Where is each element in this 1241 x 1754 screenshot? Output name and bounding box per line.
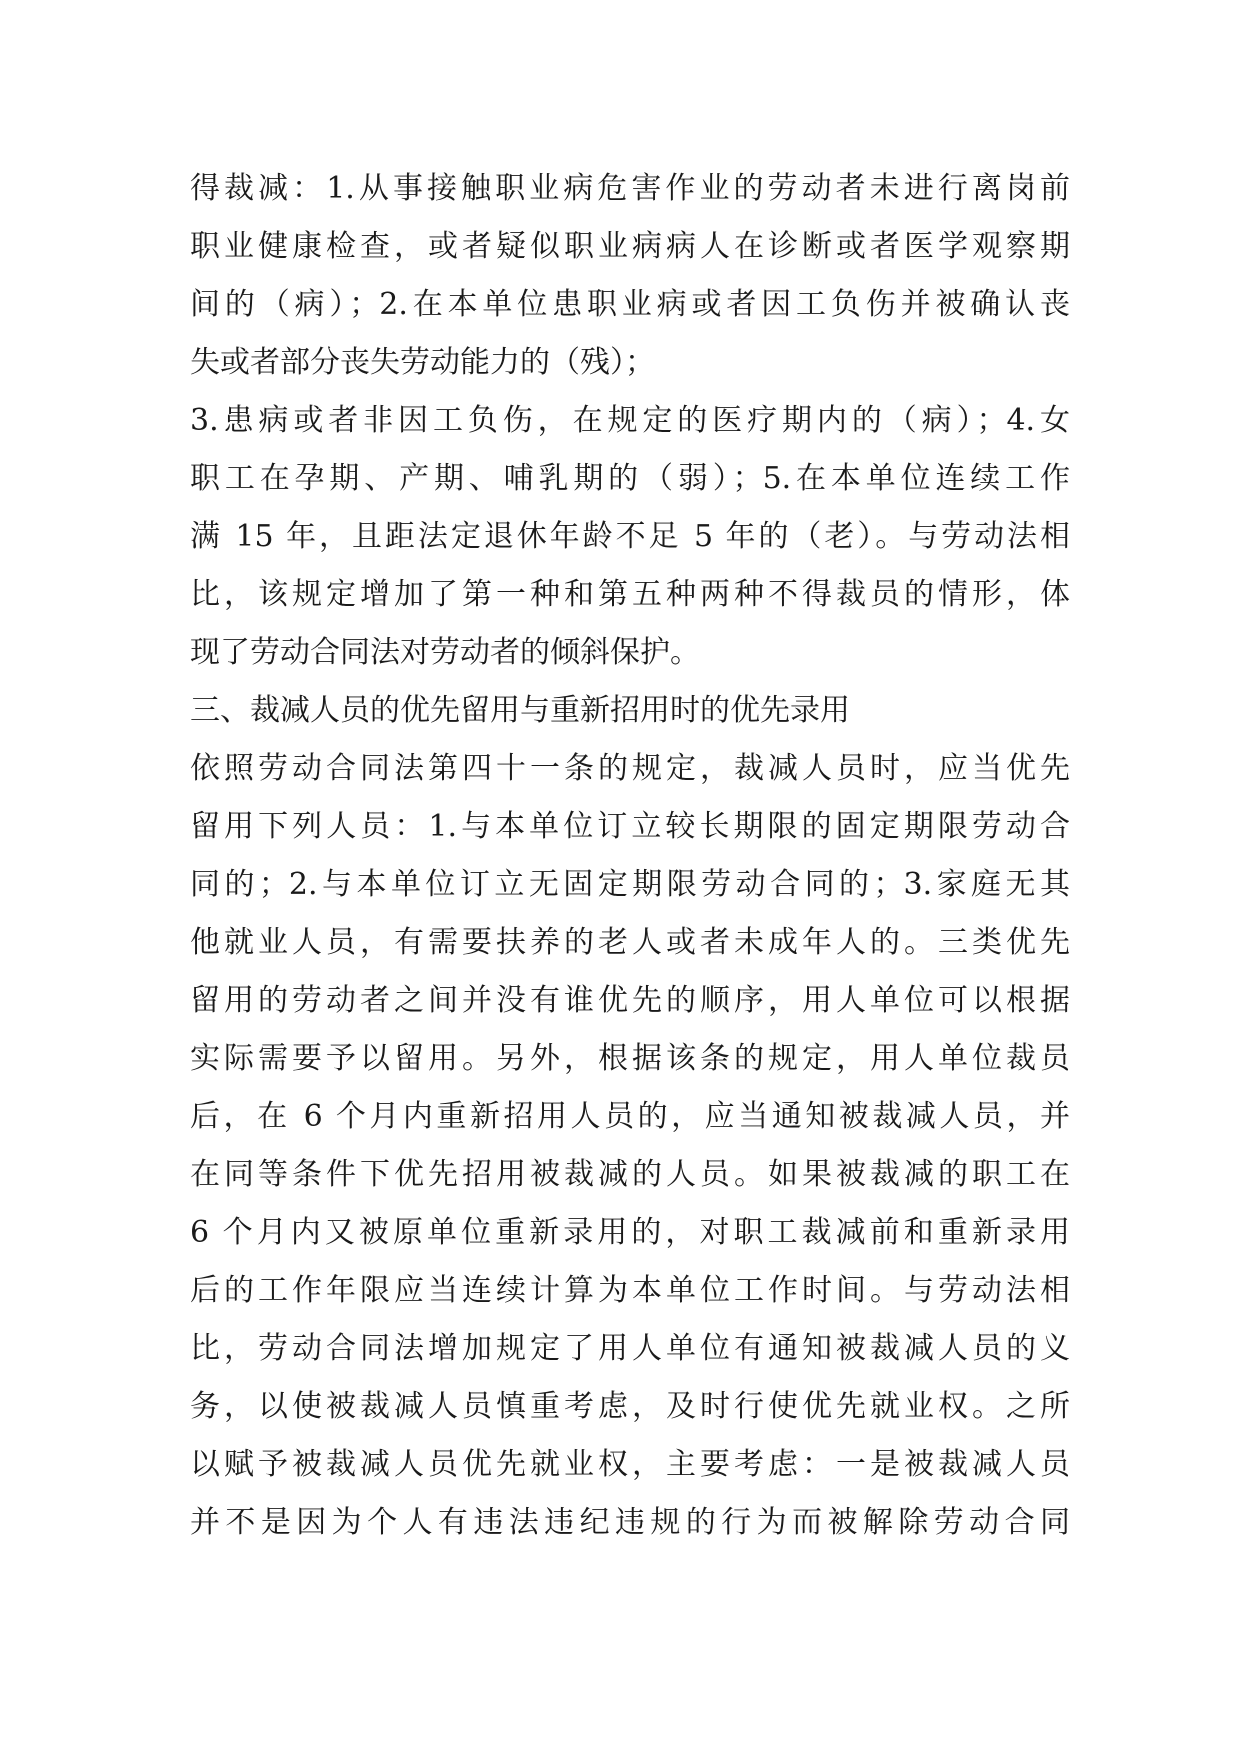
text-line-18: 在同等条件下优先招用被裁减的人员。如果被裁减的职工在 <box>190 1157 1070 1192</box>
text-line-13: 同的；2.与本单位订立无固定期限劳动合同的；3.家庭无其 <box>190 867 1070 902</box>
text-line-23: 以赋予被裁减人员优先就业权，主要考虑：一是被裁减人员 <box>190 1447 1070 1482</box>
text-line-11: 依照劳动合同法第四十一条的规定，裁减人员时，应当优先 <box>190 751 1070 786</box>
text-line-21: 比，劳动合同法增加规定了用人单位有通知被裁减人员的义 <box>190 1331 1070 1366</box>
text-line-5: 3.患病或者非因工负伤，在规定的医疗期内的（病）；4.女 <box>190 403 1070 438</box>
text-line-17: 后，在 6 个月内重新招用人员的，应当通知被裁减人员，并 <box>190 1099 1070 1134</box>
text-line-2: 职业健康检查，或者疑似职业病病人在诊断或者医学观察期 <box>190 229 1070 264</box>
text-line-14: 他就业人员，有需要扶养的老人或者未成年人的。三类优先 <box>190 925 1070 960</box>
text-line-20: 后的工作年限应当连续计算为本单位工作时间。与劳动法相 <box>190 1273 1070 1308</box>
text-line-3: 间的（病）；2.在本单位患职业病或者因工负伤并被确认丧 <box>190 287 1070 322</box>
text-line-22: 务，以使被裁减人员慎重考虑，及时行使优先就业权。之所 <box>190 1389 1070 1424</box>
text-line-15: 留用的劳动者之间并没有谁优先的顺序，用人单位可以根据 <box>190 983 1070 1018</box>
text-line-9: 现了劳动合同法对劳动者的倾斜保护。 <box>190 635 700 670</box>
body-text <box>190 160 1070 1552</box>
text-line-16: 实际需要予以留用。另外，根据该条的规定，用人单位裁员 <box>190 1041 1070 1076</box>
text-line-4: 失或者部分丧失劳动能力的（残）； <box>190 345 655 380</box>
text-line-12: 留用下列人员：1.与本单位订立较长期限的固定期限劳动合 <box>190 809 1070 844</box>
section-heading: 三、裁减人员的优先留用与重新招用时的优先录用 <box>190 693 850 728</box>
text-line-8: 比，该规定增加了第一种和第五种两种不得裁员的情形，体 <box>190 577 1070 612</box>
text-line-1: 得裁减：1.从事接触职业病危害作业的劳动者未进行离岗前 <box>190 171 1070 206</box>
text-line-24: 并不是因为个人有违法违纪违规的行为而被解除劳动合同 <box>190 1505 1070 1540</box>
text-line-7: 满 15 年，且距法定退休年龄不足 5 年的（老）。与劳动法相 <box>190 519 1070 554</box>
text-line-19: 6 个月内又被原单位重新录用的，对职工裁减前和重新录用 <box>190 1215 1070 1250</box>
text-line-6: 职工在孕期、产期、哺乳期的（弱）；5.在本单位连续工作 <box>190 461 1070 496</box>
